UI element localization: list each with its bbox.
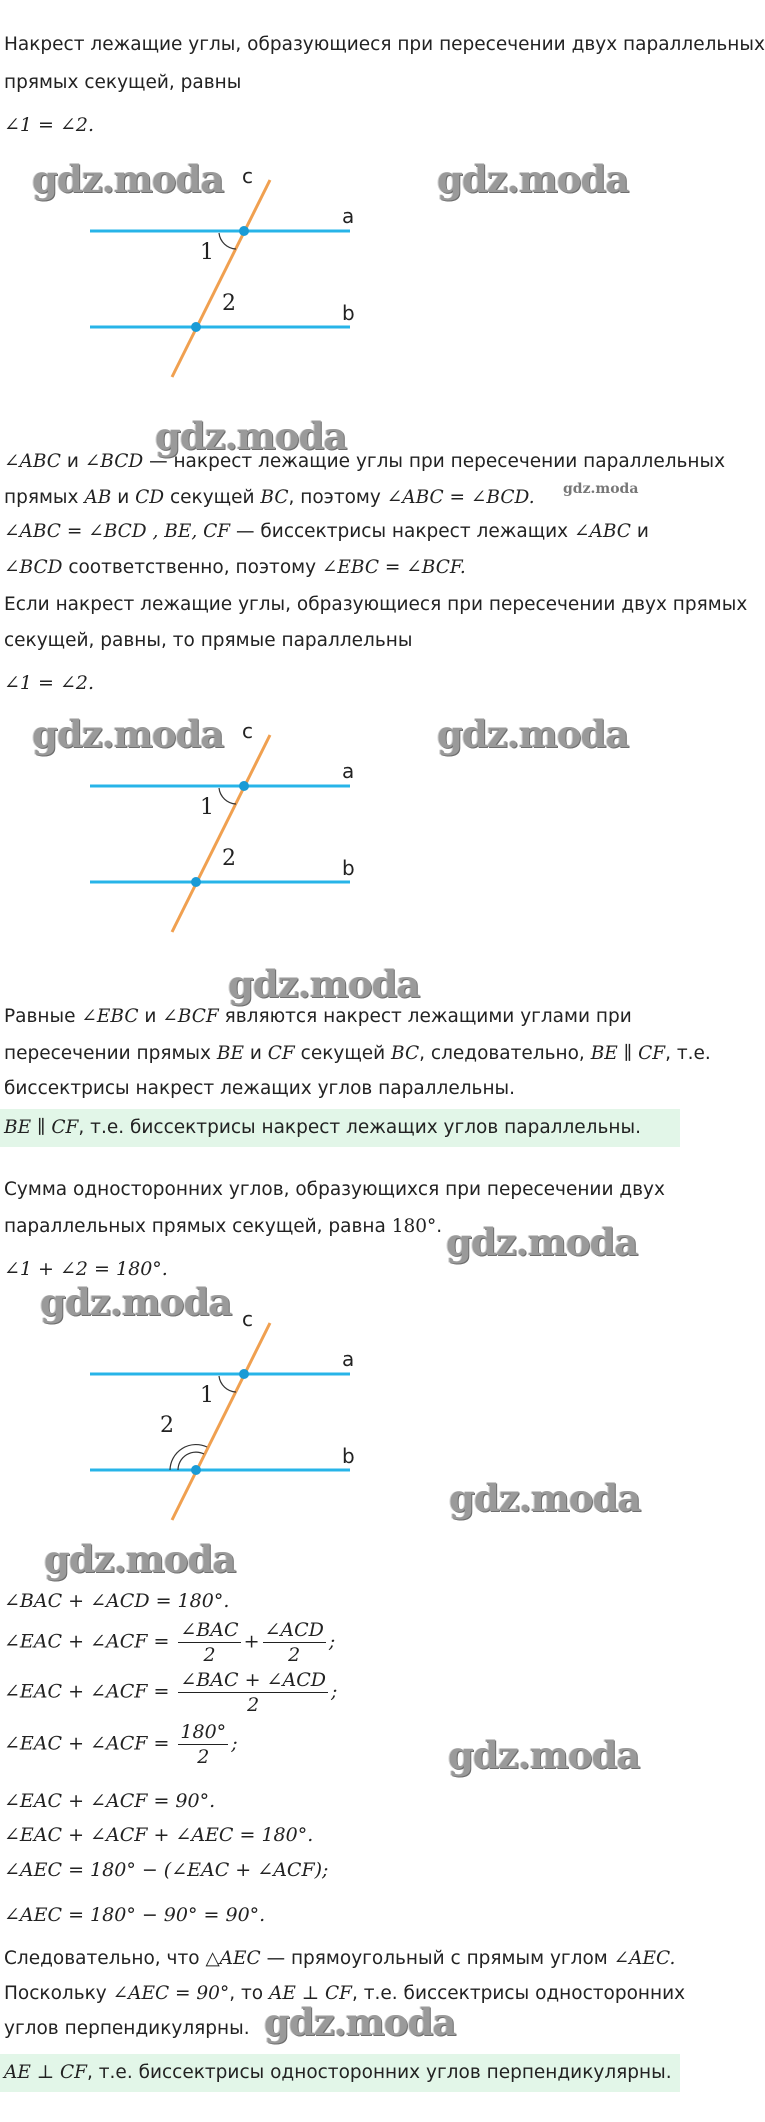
equation: ∠1 = ∠2. [4, 672, 95, 694]
label-a: a [342, 204, 355, 228]
text-line: секущей, равны, то прямые параллельны [4, 630, 413, 651]
equation: ∠1 = ∠2. [4, 114, 95, 136]
equation: ∠EAC + ∠ACF = $\frac{\text{∠BAC}}{2}$ + $\frac{\text{∠ACD}}{2}$ ; [4, 1619, 336, 1666]
angle-1-label: 1 [200, 1383, 214, 1408]
label-b: b [342, 1444, 355, 1468]
text-line: прямых AB и CD секущей BC, поэтому ∠ABC = ∠BCD. [4, 487, 535, 508]
watermark: gdz.moda [32, 157, 224, 201]
point-a [239, 226, 249, 236]
watermark: gdz.moda [448, 1733, 640, 1777]
text-line: Поскольку ∠AEC = 90°, то AE ⊥ CF, т.е. биссектрисы односторонних [4, 1983, 686, 2004]
label-c: c [242, 719, 253, 743]
equation: ∠BAC + ∠ACD = 180°. [4, 1590, 230, 1612]
secant-c [172, 180, 270, 377]
angle-1-label: 1 [200, 795, 214, 820]
text-line: Сумма односторонних углов, образующихся при пересечении двух [4, 1179, 665, 1200]
equation: ∠AEC = 180° − (∠EAC + ∠ACF); [4, 1859, 329, 1881]
text-line: углов перпендикулярны. [4, 2018, 250, 2039]
watermark: gdz.moda [437, 157, 629, 201]
equation: ∠EAC + ∠ACF = $\frac{180^\circ}{2}$ ; [4, 1721, 238, 1768]
watermark: gdz.moda [32, 712, 224, 756]
answer-highlight: BE ∥ CF, т.е. биссектрисы накрест лежащих углов параллельны. [0, 1109, 680, 1147]
watermark: gdz.moda [155, 414, 347, 458]
angle-2-label: 2 [160, 1413, 174, 1438]
angle-1-arc [219, 1376, 236, 1392]
angle-2-arc-outer [170, 1445, 207, 1470]
equation: ∠EAC + ∠ACF = 90°. [4, 1790, 216, 1812]
text-line: ∠ABC и ∠BCD — накрест лежащие углы при пересечении параллельных [4, 451, 726, 472]
label-a: a [342, 759, 355, 783]
angle-2-label: 2 [222, 846, 236, 871]
label-b: b [342, 856, 355, 880]
text-line: биссектрисы накрест лежащих углов параллельны. [4, 1078, 516, 1099]
text-line: ∠ABC = ∠BCD , BE, CF — биссектрисы накрест лежащих ∠ABC и [4, 521, 649, 542]
angle-2-label: 2 [222, 291, 236, 316]
text-line: параллельных прямых секущей, равна 180°. [4, 1216, 443, 1237]
equation: ∠AEC = 180° − 90° = 90°. [4, 1904, 266, 1926]
text-line: Если накрест лежащие углы, образующиеся при пересечении двух прямых [4, 594, 748, 615]
watermark: gdz.moda [40, 1280, 232, 1324]
label-c: c [242, 1307, 253, 1331]
equation: ∠EAC + ∠ACF = $\frac{\text{∠BAC + ∠ACD}}{2}$ ; [4, 1669, 338, 1716]
watermark: gdz.moda [563, 481, 639, 497]
label-c: c [242, 164, 253, 188]
text-line: Равные ∠EBC и ∠BCF являются накрест лежащими углами при [4, 1006, 632, 1027]
angle-1-arc [219, 233, 236, 249]
text-line: прямых секущей, равны [4, 72, 242, 93]
watermark: gdz.moda [44, 1537, 236, 1581]
watermark: gdz.moda [446, 1220, 638, 1264]
equation: ∠EAC + ∠ACF + ∠AEC = 180°. [4, 1824, 314, 1846]
answer-highlight: AE ⊥ CF, т.е. биссектрисы односторонних углов перпендикулярны. [0, 2054, 680, 2092]
angle-1-label: 1 [200, 240, 214, 265]
watermark: gdz.moda [228, 962, 420, 1006]
text-line: Накрест лежащие углы, образующиеся при пересечении двух параллельных [4, 34, 765, 55]
label-a: a [342, 1347, 355, 1371]
text-line: ∠BCD соответственно, поэтому ∠EBC = ∠BCF. [4, 557, 466, 578]
label-b: b [342, 301, 355, 325]
equation: ∠1 + ∠2 = 180°. [4, 1258, 168, 1280]
watermark: gdz.moda [437, 712, 629, 756]
text-line: пересечении прямых BE и CF секущей BC, следовательно, BE ∥ CF, т.е. [4, 1043, 711, 1064]
watermark: gdz.moda [449, 1476, 641, 1520]
watermark: gdz.moda [264, 2000, 456, 2044]
text-line: Следовательно, что △AEC — прямоугольный с прямым углом ∠AEC. [4, 1948, 676, 1969]
point-b [191, 322, 201, 332]
